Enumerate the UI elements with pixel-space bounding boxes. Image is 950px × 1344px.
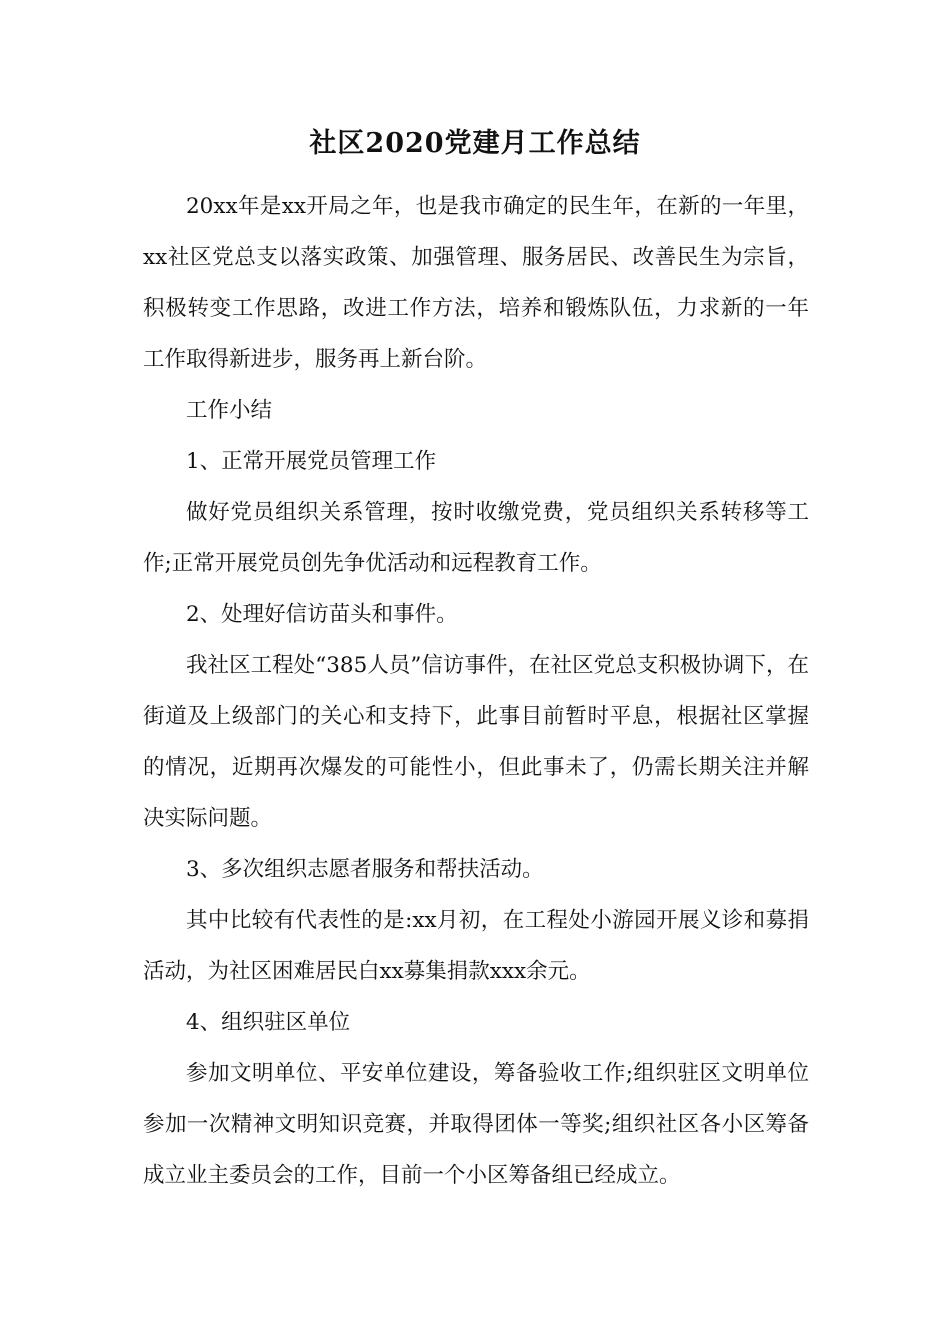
paragraph-item-3: 其中比较有代表性的是:xx月初，在工程处小游园开展义诊和募捐活动，为社区困难居民白xx募集捐款xxx余元。	[143, 908, 809, 984]
item-heading-3: 3、多次组织志愿者服务和帮扶活动。	[186, 857, 544, 882]
paragraph-item-1: 做好党员组织关系管理，按时收缴党费，党员组织关系转移等工作;正常开展党员创先争优活动和远程教育工作。	[143, 500, 809, 576]
section-heading-summary: 工作小结	[186, 398, 273, 423]
item-heading-1: 1、正常开展党员管理工作	[186, 449, 437, 474]
item-heading-2: 2、处理好信访苗头和事件。	[186, 602, 458, 627]
paragraph-intro: 20xx年是xx开局之年，也是我市确定的民生年，在新的一年里，xx社区党总支以落实政策、加强管理、服务居民、改善民生为宗旨，积极转变工作思路，改进工作方法，培养和锻炼队伍，力求新的一年工作取得新进步，服务再上新台阶。	[143, 194, 809, 372]
document-body	[143, 181, 809, 1201]
document-title: 社区2020党建月工作总结	[309, 128, 641, 159]
paragraph-item-2: 我社区工程处“385人员”信访事件，在社区党总支积极协调下，在街道及上级部门的关心和支持下，此事目前暂时平息，根据社区掌握的情况，近期再次爆发的可能性小，但此事未了，仍需长期关注并解决实际问题。	[143, 653, 809, 831]
item-heading-4: 4、组织驻区单位	[186, 1010, 351, 1035]
paragraph-item-4: 参加文明单位、平安单位建设，筹备验收工作;组织驻区文明单位参加一次精神文明知识竞赛，并取得团体一等奖;组织社区各小区筹备成立业主委员会的工作，目前一个小区筹备组已经成立。	[143, 1061, 809, 1188]
